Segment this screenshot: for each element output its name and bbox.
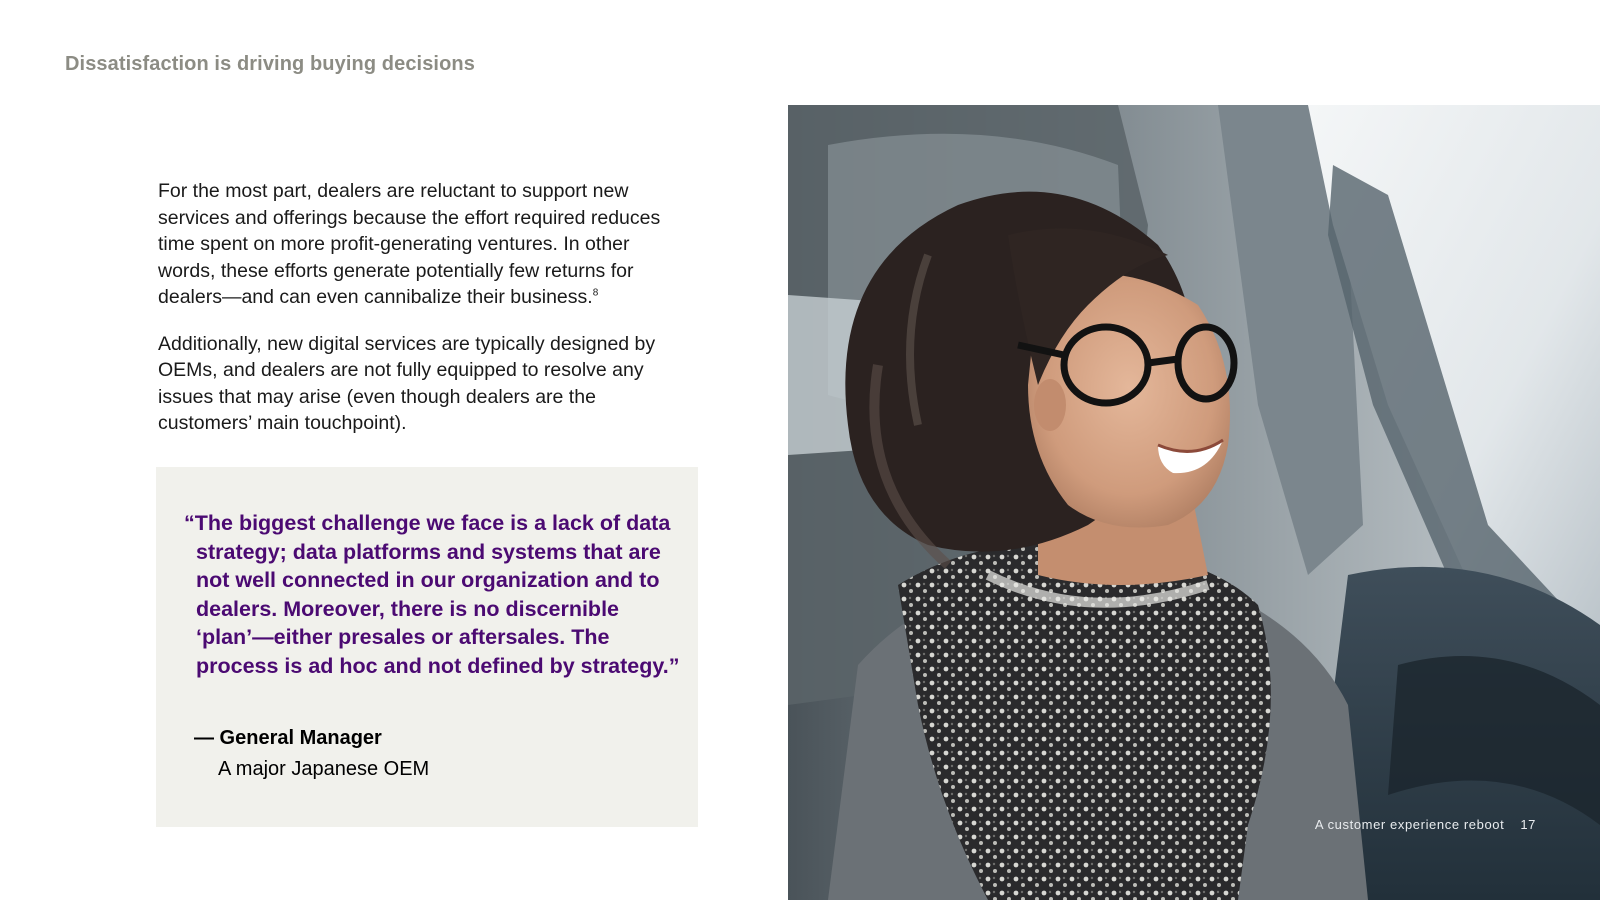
footnote-marker: 8 bbox=[592, 287, 599, 299]
quote-attribution bbox=[194, 727, 429, 781]
hero-photo bbox=[788, 105, 1600, 900]
photo-illustration bbox=[788, 105, 1600, 900]
attribution-organization: A major Japanese OEM bbox=[218, 758, 430, 780]
quote-text: “The biggest challenge we face is a lack of data strategy; data platforms and systems that are not well connected in our organization and to dealers. Moreover, there is no discernible ‘plan’—either presales or aftersales. The process is ad hoc and not defined by strategy.” bbox=[184, 511, 680, 678]
body-paragraph-2: Additionally, new digital services are typically designed by OEMs, and dealers are not fully equipped to resolve any issues that may arise (even though dealers are the customers’ main touchpoint). bbox=[158, 332, 656, 434]
section-title: Dissatisfaction is driving buying decisions bbox=[65, 53, 475, 75]
attribution-name: — General Manager bbox=[194, 727, 382, 749]
body-paragraph-1-text: For the most part, dealers are reluctant to support new services and offerings because the effort required reduces time spent on more profit-generating ventures. In other words, these efforts generate potentially few returns for dealers—and can even cannibalize their business. bbox=[158, 180, 661, 308]
body-text bbox=[158, 178, 688, 457]
quote-box bbox=[156, 467, 698, 827]
footer-page-number: 17 bbox=[1520, 817, 1536, 832]
footer-report-title: A customer experience reboot bbox=[1314, 817, 1505, 832]
page-footer bbox=[1315, 817, 1536, 832]
body-paragraph-1 bbox=[158, 178, 688, 311]
